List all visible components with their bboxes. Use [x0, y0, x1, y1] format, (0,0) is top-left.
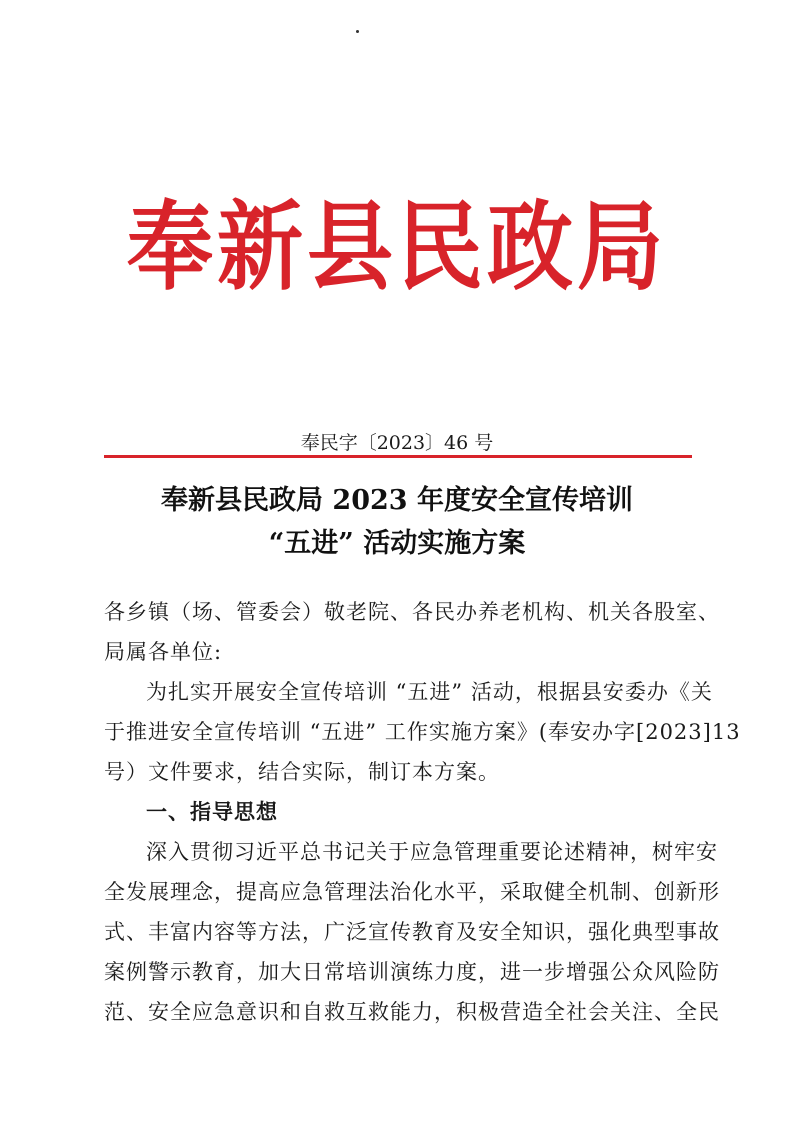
section-paragraph-line-4: 案例警示教育，加大日常培训演练力度，进一步增强公众风险防 [104, 960, 720, 984]
intro-line-1: 为扎实开展安全宣传培训 “五进” 活动，根据县安委办《关 [146, 680, 713, 704]
intro-line-2: 于推进安全宣传培训 “五进” 工作实施方案》(奉安办字[2023]13 [104, 720, 741, 744]
section-paragraph-line-5: 范、安全应急意识和自救互救能力，积极营造全社会关注、全民 [104, 1000, 720, 1024]
intro-line-3: 号）文件要求，结合实际，制订本方案。 [104, 760, 500, 784]
addressee-line-1: 各乡镇（场、管委会）敬老院、各民办养老机构、机关各股室、 [104, 600, 720, 624]
document-title-line-2: “五进” 活动实施方案 [268, 528, 526, 559]
addressee-line-2: 局属各单位: [104, 640, 223, 664]
red-divider-line [104, 455, 692, 458]
document-body [104, 592, 741, 1032]
document-title-line-1: 奉新县民政局 2023 年度安全宣传培训 [161, 485, 633, 516]
scan-dot [356, 30, 359, 33]
agency-header: 奉新县民政局 [127, 190, 667, 304]
section-paragraph-line-3: 式、丰富内容等方法，广泛宣传教育及安全知识，强化典型事故 [104, 920, 720, 944]
document-number: 奉民字〔2023〕46 号 [300, 432, 494, 454]
section-paragraph-line-2: 全发展理念，提高应急管理法治化水平，采取健全机制、创新形 [104, 880, 720, 904]
section-paragraph-line-1: 深入贯彻习近平总书记关于应急管理重要论述精神，树牢安 [146, 840, 718, 864]
section-heading: 一、指导思想 [146, 800, 278, 824]
